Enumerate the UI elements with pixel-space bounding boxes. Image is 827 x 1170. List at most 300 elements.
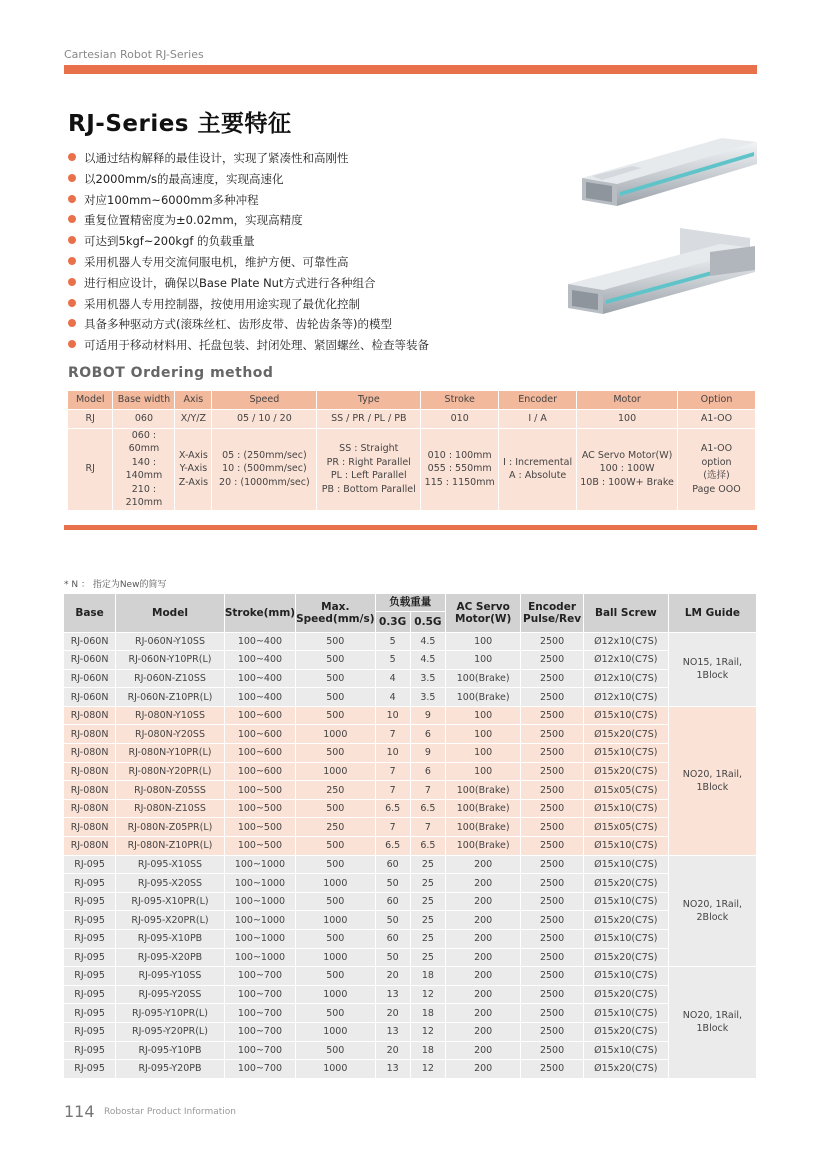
header-cell: Base width [113, 391, 175, 409]
header-payload: 负载重量 [375, 594, 446, 611]
table-cell: 12 [410, 985, 445, 1004]
table-row [64, 911, 757, 930]
table-cell: RJ-080N [64, 744, 116, 763]
table-cell: 6.5 [375, 837, 410, 856]
table-cell: 13 [375, 1022, 410, 1041]
table-cell: 25 [410, 874, 445, 893]
table-cell: 50 [375, 948, 410, 967]
table-row [64, 669, 757, 688]
table-row [64, 1041, 757, 1060]
table-cell: RJ-095-Y10PB [116, 1041, 225, 1060]
example-cell: 05 / 10 / 20 [212, 409, 317, 428]
table-row [64, 706, 757, 725]
ordering-table [68, 391, 756, 511]
table-cell: 60 [375, 892, 410, 911]
table-cell: 4 [375, 688, 410, 707]
table-cell: 25 [410, 911, 445, 930]
table-cell: 18 [410, 1041, 445, 1060]
table-cell: RJ-060N-Z10PR(L) [116, 688, 225, 707]
table-cell: 200 [446, 855, 521, 874]
table-cell: 100~500 [224, 781, 295, 800]
table-cell: 6 [410, 725, 445, 744]
table-cell: 25 [410, 948, 445, 967]
table-cell: 3.5 [410, 688, 445, 707]
table-cell: 2500 [521, 818, 584, 837]
detail-speed: 05 : (250mm/sec) 10 : (500mm/sec) 20 : (1000mm/sec) [212, 428, 317, 510]
table-cell: 100~600 [224, 762, 295, 781]
table-cell: 7 [375, 781, 410, 800]
table-cell: RJ-095 [64, 1022, 116, 1041]
table-cell: 100~700 [224, 1004, 295, 1023]
header-cell: Motor [577, 391, 678, 409]
detail-model: RJ [68, 428, 113, 510]
table-cell: 12 [410, 1022, 445, 1041]
table-row [64, 874, 757, 893]
table-cell: 500 [296, 744, 375, 763]
ordering-method-title: ROBOT Ordering method [68, 365, 274, 381]
table-cell: Ø15x20(C7S) [583, 762, 668, 781]
table-cell: 6.5 [410, 837, 445, 856]
table-cell: 100~700 [224, 967, 295, 986]
bullet-dot-icon [68, 278, 76, 286]
table-cell: RJ-080N-Y20SS [116, 725, 225, 744]
table-cell: 2500 [521, 781, 584, 800]
example-cell: I / A [499, 409, 577, 428]
table-cell: 5 [375, 651, 410, 670]
table-cell: 500 [296, 706, 375, 725]
header-payload-03g: 0.3G [375, 611, 410, 632]
feature-item: 重复位置精密度为±0.02mm，实现高精度 [68, 210, 429, 231]
table-cell: 13 [375, 1060, 410, 1079]
table-cell: 4 [375, 669, 410, 688]
table-cell: 7 [375, 725, 410, 744]
header-cell: Stroke [421, 391, 499, 409]
table-cell: 2500 [521, 799, 584, 818]
table-cell: 20 [375, 967, 410, 986]
table-cell: 2500 [521, 874, 584, 893]
table-cell: RJ-095-Y10SS [116, 967, 225, 986]
bullet-dot-icon [68, 195, 76, 203]
header-ballscrew: Ball Screw [583, 594, 668, 632]
table-cell: RJ-080N [64, 837, 116, 856]
table-cell: 2500 [521, 1022, 584, 1041]
bullet-dot-icon [68, 215, 76, 223]
table-cell: 500 [296, 632, 375, 651]
table-cell: 1000 [296, 874, 375, 893]
table-cell: Ø15x10(C7S) [583, 967, 668, 986]
table-cell: 100~400 [224, 669, 295, 688]
table-cell: 9 [410, 706, 445, 725]
series-label: Cartesian Robot RJ-Series [64, 48, 204, 61]
table-cell: RJ-060N-Z10SS [116, 669, 225, 688]
table-cell: RJ-095-X20PB [116, 948, 225, 967]
example-cell: RJ [68, 409, 113, 428]
abbreviation-note: * N ： 指定为New的简写 [64, 580, 167, 590]
table-cell: Ø12x10(C7S) [583, 688, 668, 707]
table-cell: 1000 [296, 725, 375, 744]
table-cell: 100~400 [224, 632, 295, 651]
table-cell: Ø15x05(C7S) [583, 781, 668, 800]
table-row [64, 1022, 757, 1041]
table-cell: 100~600 [224, 725, 295, 744]
table-cell: RJ-080N-Z10SS [116, 799, 225, 818]
table-cell: 12 [410, 1060, 445, 1079]
table-cell: 200 [446, 1004, 521, 1023]
table-cell: 500 [296, 855, 375, 874]
table-row [64, 892, 757, 911]
table-cell: 100~700 [224, 1022, 295, 1041]
table-cell: 4.5 [410, 651, 445, 670]
table-cell: 2500 [521, 837, 584, 856]
table-cell: RJ-060N-Y10SS [116, 632, 225, 651]
table-cell: Ø15x20(C7S) [583, 874, 668, 893]
table-cell: Ø15x10(C7S) [583, 837, 668, 856]
table-cell: 500 [296, 837, 375, 856]
table-cell: 2500 [521, 688, 584, 707]
table-cell: 500 [296, 688, 375, 707]
table-row [64, 725, 757, 744]
table-cell: 100~500 [224, 799, 295, 818]
table-cell: RJ-080N-Z05SS [116, 781, 225, 800]
table-cell: 7 [375, 762, 410, 781]
header-cell: Type [317, 391, 421, 409]
table-cell: 100 [446, 725, 521, 744]
table-cell: RJ-095 [64, 985, 116, 1004]
table-cell: 1000 [296, 948, 375, 967]
table-cell: RJ-095-Y10PR(L) [116, 1004, 225, 1023]
table-cell: 2500 [521, 930, 584, 949]
table-cell: 10 [375, 706, 410, 725]
example-cell: A1-OO [678, 409, 756, 428]
table-cell: 4.5 [410, 632, 445, 651]
table-row [64, 688, 757, 707]
table-cell: RJ-080N [64, 818, 116, 837]
feature-item: 具备多种驱动方式(滚珠丝杠、齿形皮带、齿轮齿条等)的模型 [68, 314, 429, 335]
table-cell: 6 [410, 762, 445, 781]
table-cell: 200 [446, 1022, 521, 1041]
header-cell: Axis [175, 391, 212, 409]
table-cell: 5 [375, 632, 410, 651]
header-cell: Model [68, 391, 113, 409]
table-cell: 50 [375, 911, 410, 930]
table-cell: 2500 [521, 911, 584, 930]
table-cell: 1000 [296, 985, 375, 1004]
table-cell: 100~1000 [224, 874, 295, 893]
table-cell: 200 [446, 1060, 521, 1079]
table-cell: 200 [446, 967, 521, 986]
table-cell: Ø15x10(C7S) [583, 1041, 668, 1060]
table-cell: 200 [446, 892, 521, 911]
table-cell: 100~600 [224, 744, 295, 763]
ordering-header-row [68, 391, 756, 409]
table-cell: RJ-060N [64, 669, 116, 688]
table-cell: 100~500 [224, 818, 295, 837]
table-cell: Ø12x10(C7S) [583, 669, 668, 688]
table-cell: 60 [375, 855, 410, 874]
table-cell: RJ-080N-Z10PR(L) [116, 837, 225, 856]
table-cell: Ø15x10(C7S) [583, 1004, 668, 1023]
table-cell: 200 [446, 930, 521, 949]
table-cell: RJ-095 [64, 930, 116, 949]
table-cell: 200 [446, 911, 521, 930]
table-cell: 100~1000 [224, 930, 295, 949]
table-cell: 500 [296, 669, 375, 688]
header-model: Model [116, 594, 225, 632]
table-cell: Ø15x10(C7S) [583, 855, 668, 874]
table-cell: 500 [296, 651, 375, 670]
table-cell: 100 [446, 651, 521, 670]
table-cell: RJ-095-Y20SS [116, 985, 225, 1004]
table-cell: 100~1000 [224, 948, 295, 967]
spec-table [64, 594, 757, 1079]
table-cell: 9 [410, 744, 445, 763]
feature-item: 对应100mm~6000mm多种冲程 [68, 190, 429, 211]
table-cell: 2500 [521, 651, 584, 670]
table-cell: RJ-095 [64, 1041, 116, 1060]
feature-item: 进行相应设计，确保以Base Plate Nut方式进行各种组合 [68, 273, 429, 294]
table-cell: 13 [375, 985, 410, 1004]
table-cell: RJ-095 [64, 855, 116, 874]
header-payload-05g: 0.5G [410, 611, 445, 632]
table-cell: 500 [296, 930, 375, 949]
table-cell: 25 [410, 892, 445, 911]
header-cell: Encoder [499, 391, 577, 409]
example-cell: 010 [421, 409, 499, 428]
table-cell: 100~600 [224, 706, 295, 725]
header-lmguide: LM Guide [668, 594, 756, 632]
example-cell: X/Y/Z [175, 409, 212, 428]
table-cell: RJ-080N-Z05PR(L) [116, 818, 225, 837]
table-cell: Ø15x10(C7S) [583, 744, 668, 763]
table-cell: Ø15x10(C7S) [583, 930, 668, 949]
table-cell: 1000 [296, 1060, 375, 1079]
bullet-dot-icon [68, 257, 76, 265]
table-cell: 1000 [296, 911, 375, 930]
example-cell: 100 [577, 409, 678, 428]
detail-type: SS : Straight PR : Right Parallel PL : Left Parallel PB : Bottom Parallel [317, 428, 421, 510]
detail-stroke: 010 : 100mm 055 : 550mm 115 : 1150mm [421, 428, 499, 510]
table-cell: Ø15x05(C7S) [583, 818, 668, 837]
table-cell: RJ-095 [64, 967, 116, 986]
lm-guide-cell: NO20, 1Rail, 1Block [668, 967, 756, 1079]
table-cell: 18 [410, 967, 445, 986]
top-accent-bar [64, 65, 757, 74]
bullet-dot-icon [68, 340, 76, 348]
table-cell: Ø15x10(C7S) [583, 892, 668, 911]
lm-guide-cell: NO15, 1Rail, 1Block [668, 632, 756, 706]
page-number: 114 [64, 1102, 95, 1121]
table-row [64, 985, 757, 1004]
table-row [64, 855, 757, 874]
table-cell: 100~400 [224, 651, 295, 670]
feature-item: 采用机器人专用交流伺服电机，维护方便、可靠性高 [68, 252, 429, 273]
table-cell: 2500 [521, 967, 584, 986]
table-cell: 200 [446, 874, 521, 893]
table-cell: RJ-060N [64, 632, 116, 651]
example-cell: 060 [113, 409, 175, 428]
table-cell: 18 [410, 1004, 445, 1023]
feature-item: 可适用于移动材料用、托盘包装、封闭处理、紧固螺丝、检查等装备 [68, 335, 429, 356]
example-cell: SS / PR / PL / PB [317, 409, 421, 428]
table-row [64, 1060, 757, 1079]
table-cell: 100~1000 [224, 892, 295, 911]
table-cell: 2500 [521, 669, 584, 688]
header-base: Base [64, 594, 116, 632]
table-cell: 2500 [521, 744, 584, 763]
table-cell: 100~700 [224, 985, 295, 1004]
table-cell: 100 [446, 632, 521, 651]
table-cell: 2500 [521, 948, 584, 967]
table-cell: 100~1000 [224, 911, 295, 930]
table-cell: 500 [296, 892, 375, 911]
table-row [64, 948, 757, 967]
table-cell: 500 [296, 799, 375, 818]
table-cell: 100~700 [224, 1041, 295, 1060]
table-cell: RJ-080N-Y10PR(L) [116, 744, 225, 763]
table-row [64, 651, 757, 670]
detail-axis: X-Axis Y-Axis Z-Axis [175, 428, 212, 510]
table-cell: Ø15x20(C7S) [583, 985, 668, 1004]
table-cell: 100(Brake) [446, 837, 521, 856]
table-cell: 2500 [521, 762, 584, 781]
table-row [64, 632, 757, 651]
table-cell: Ø15x10(C7S) [583, 799, 668, 818]
table-cell: 2500 [521, 632, 584, 651]
table-cell: RJ-095-X10PR(L) [116, 892, 225, 911]
table-row [64, 762, 757, 781]
table-cell: RJ-060N [64, 651, 116, 670]
table-cell: 2500 [521, 706, 584, 725]
page-title: RJ-Series 主要特征 [68, 111, 292, 137]
table-cell: RJ-080N [64, 706, 116, 725]
table-cell: 7 [375, 818, 410, 837]
table-cell: 2500 [521, 1060, 584, 1079]
table-cell: 2500 [521, 985, 584, 1004]
table-row [64, 799, 757, 818]
header-motor: AC Servo Motor(W) [446, 594, 521, 632]
table-cell: RJ-095-X20PR(L) [116, 911, 225, 930]
table-row [64, 837, 757, 856]
table-cell: 100~400 [224, 688, 295, 707]
table-cell: 2500 [521, 725, 584, 744]
table-cell: Ø15x20(C7S) [583, 1022, 668, 1041]
table-cell: RJ-095 [64, 948, 116, 967]
table-cell: 250 [296, 781, 375, 800]
header-cell: Speed [212, 391, 317, 409]
feature-item: 采用机器人专用控制器，按使用用途实现了最优化控制 [68, 294, 429, 315]
table-cell: RJ-095-Y20PR(L) [116, 1022, 225, 1041]
robot-actuator-image [572, 120, 762, 220]
header-stroke: Stroke(mm) [224, 594, 295, 632]
feature-item: 以2000mm/s的最高速度，实现高速化 [68, 169, 429, 190]
table-cell: 2500 [521, 892, 584, 911]
table-cell: 100(Brake) [446, 818, 521, 837]
header-cell: Option [678, 391, 756, 409]
table-cell: 100~500 [224, 837, 295, 856]
robot-actuator-image [560, 218, 760, 328]
table-cell: RJ-080N-Y10SS [116, 706, 225, 725]
table-cell: Ø15x20(C7S) [583, 948, 668, 967]
detail-base-width: 060 : 60mm 140 : 140mm 210 : 210mm [113, 428, 175, 510]
table-cell: 3.5 [410, 669, 445, 688]
table-cell: RJ-080N-Y20PR(L) [116, 762, 225, 781]
table-cell: 2500 [521, 855, 584, 874]
table-cell: 20 [375, 1041, 410, 1060]
table-cell: 500 [296, 1041, 375, 1060]
detail-motor: AC Servo Motor(W) 100 : 100W 10B : 100W+ Brake [577, 428, 678, 510]
bullet-dot-icon [68, 236, 76, 244]
table-cell: Ø15x10(C7S) [583, 706, 668, 725]
table-cell: RJ-080N [64, 799, 116, 818]
table-cell: Ø15x20(C7S) [583, 725, 668, 744]
table-cell: 10 [375, 744, 410, 763]
table-cell: 6.5 [375, 799, 410, 818]
feature-list [68, 148, 429, 356]
table-cell: 50 [375, 874, 410, 893]
lm-guide-cell: NO20, 1Rail, 2Block [668, 855, 756, 967]
table-cell: RJ-095-Y20PB [116, 1060, 225, 1079]
ordering-example-row [68, 409, 756, 428]
table-cell: RJ-080N [64, 725, 116, 744]
table-row [64, 967, 757, 986]
table-cell: 2500 [521, 1004, 584, 1023]
table-cell: 1000 [296, 1022, 375, 1041]
table-row [64, 1004, 757, 1023]
table-cell: 100(Brake) [446, 669, 521, 688]
detail-option: A1-OO option (选择) Page OOO [678, 428, 756, 510]
table-cell: RJ-080N [64, 762, 116, 781]
section-divider-bar [64, 525, 757, 530]
bullet-dot-icon [68, 299, 76, 307]
header-speed: Max. Speed(mm/s) [296, 594, 375, 632]
ordering-detail-row [68, 428, 756, 510]
header-encoder: Encoder Pulse/Rev [521, 594, 584, 632]
table-cell: 100 [446, 744, 521, 763]
table-cell: 6.5 [410, 799, 445, 818]
table-cell: 500 [296, 967, 375, 986]
footer-text: Robostar Product Information [104, 1107, 236, 1117]
table-cell: 200 [446, 1041, 521, 1060]
table-cell: RJ-095-X10SS [116, 855, 225, 874]
table-cell: 250 [296, 818, 375, 837]
table-cell: 100 [446, 706, 521, 725]
bullet-dot-icon [68, 319, 76, 327]
table-cell: Ø15x20(C7S) [583, 911, 668, 930]
table-cell: 7 [410, 818, 445, 837]
table-cell: 20 [375, 1004, 410, 1023]
table-cell: RJ-095 [64, 1060, 116, 1079]
table-cell: 1000 [296, 762, 375, 781]
table-row [64, 744, 757, 763]
feature-item: 以通过结构解释的最佳设计，实现了紧凑性和高刚性 [68, 148, 429, 169]
bullet-dot-icon [68, 174, 76, 182]
table-cell: 60 [375, 930, 410, 949]
table-cell: 200 [446, 985, 521, 1004]
table-cell: RJ-060N [64, 688, 116, 707]
lm-guide-cell: NO20, 1Rail, 1Block [668, 706, 756, 855]
feature-item: 可达到5kgf~200kgf 的负载重量 [68, 231, 429, 252]
table-cell: RJ-060N-Y10PR(L) [116, 651, 225, 670]
table-row [64, 818, 757, 837]
table-cell: Ø12x10(C7S) [583, 632, 668, 651]
table-cell: Ø12x10(C7S) [583, 651, 668, 670]
table-row [64, 781, 757, 800]
table-row [64, 930, 757, 949]
table-cell: RJ-095 [64, 892, 116, 911]
table-cell: 500 [296, 1004, 375, 1023]
table-cell: Ø15x20(C7S) [583, 1060, 668, 1079]
bullet-dot-icon [68, 153, 76, 161]
